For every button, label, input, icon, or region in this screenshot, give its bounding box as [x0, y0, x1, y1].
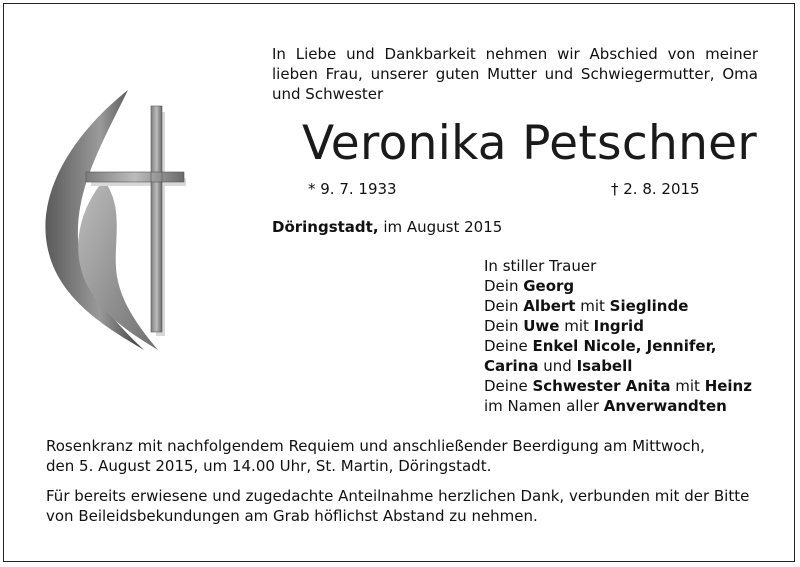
mourner-name: Carina — [484, 357, 539, 375]
thanks-line: von Beileidsbekundungen am Grab höflichst Abstand zu nehmen. — [46, 507, 538, 525]
mourner-line — [484, 376, 784, 396]
mourner-text: Deine — [484, 337, 533, 355]
mourner-name: Albert — [523, 297, 576, 315]
death-date: † 2. 8. 2015 — [611, 180, 700, 198]
mourner-text: im Namen aller — [484, 397, 604, 415]
notice-date: im August 2015 — [378, 218, 503, 236]
mourner-name: Uwe — [523, 317, 560, 335]
mourner-name: Anverwandten — [603, 397, 727, 415]
mourner-text: mit — [670, 377, 705, 395]
mourner-text: Dein — [484, 317, 524, 335]
intro-text — [272, 44, 758, 104]
place-name: Döringstadt, — [272, 218, 379, 236]
mourners-list — [484, 256, 784, 416]
mourner-name: Enkel Nicole, Jennifer, — [532, 337, 717, 355]
mourner-text: und — [538, 357, 577, 375]
mourner-text: Dein — [484, 277, 524, 295]
place-and-date — [272, 218, 502, 236]
funeral-line: Rosenkranz mit nachfolgendem Requiem und anschließender Beerdigung am Mittwoch, — [46, 437, 705, 455]
birth-date: * 9. 7. 1933 — [308, 180, 397, 198]
deceased-name: Veronika Petschner — [302, 116, 757, 171]
mourner-lines — [484, 276, 784, 416]
intro-line: und Schwester — [272, 85, 384, 103]
mourner-name: Schwester Anita — [532, 377, 671, 395]
mourners-heading: In stiller Trauer — [484, 257, 597, 275]
mourner-line — [484, 396, 784, 416]
mourner-name: Isabell — [576, 357, 633, 375]
mourner-name: Sieglinde — [609, 297, 689, 315]
intro-line: In Liebe und Dankbarkeit nehmen wir Abschied von meiner — [272, 45, 758, 63]
funeral-info — [46, 436, 766, 476]
thanks-line: Für bereits erwiesene und zugedachte Anteilnahme herzlichen Dank, verbunden mit der Bitte — [46, 487, 750, 505]
mourner-line — [484, 296, 784, 316]
mourner-line — [484, 276, 784, 296]
mourner-line — [484, 316, 784, 336]
mourner-name: Heinz — [704, 377, 752, 395]
thanks-note — [46, 486, 766, 526]
mourner-name: Georg — [523, 277, 575, 295]
cross-with-flame-icon — [40, 88, 190, 358]
mourner-line — [484, 356, 784, 376]
mourner-text: Dein — [484, 297, 524, 315]
mourner-text: mit — [575, 297, 610, 315]
intro-line: lieben Frau, unserer guten Mutter und Schwiegermutter, Oma — [272, 65, 758, 83]
mourner-text: Deine — [484, 377, 533, 395]
mourner-text: mit — [559, 317, 594, 335]
funeral-line: den 5. August 2015, um 14.00 Uhr, St. Martin, Döringstadt. — [46, 457, 492, 475]
mourner-name: Ingrid — [593, 317, 644, 335]
mourner-line — [484, 336, 784, 356]
